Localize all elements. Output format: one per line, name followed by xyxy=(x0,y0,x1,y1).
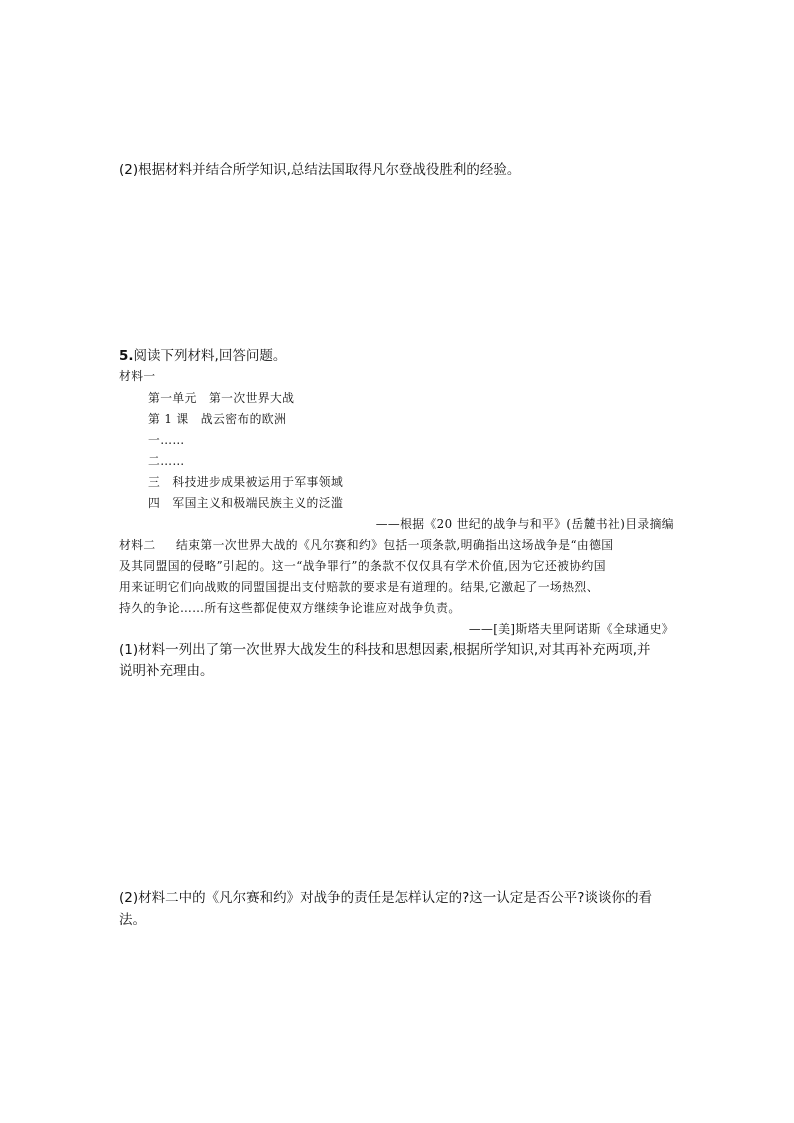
material1-line: 四 军国主义和极端民族主义的泛滥 xyxy=(148,496,344,510)
material1-line: 二…… xyxy=(148,454,185,468)
q5-number: 5. xyxy=(119,348,134,364)
material1-line: 第 1 课 战云密布的欧洲 xyxy=(148,412,287,426)
q4-subquestion-2: (2)根据材料并结合所学知识,总结法国取得凡尔登战役胜利的经验。 xyxy=(119,162,521,178)
material1-line: 一…… xyxy=(148,433,185,447)
material2-line: 及其同盟国的侵略”引起的。这一“战争罪行”的条款不仅仅具有学术价值,因为它还被协约国 xyxy=(119,559,606,573)
material2-line: 持久的争论……所有这些都促使双方继续争论谁应对战争负责。 xyxy=(119,601,461,615)
material2-source: ——[美]斯塔夫里阿诺斯《全球通史》 xyxy=(468,622,674,636)
q5-subquestion-2-line: (2)材料二中的《凡尔赛和约》对战争的责任是怎样认定的?这一认定是否公平?谈谈你的看 xyxy=(119,890,652,906)
material1-line: 三 科技进步成果被运用于军事领域 xyxy=(148,475,344,489)
material2-line: 用来证明它们向战败的同盟国提出支付赔款的要求是有道理的。结果,它激起了一场热烈、 xyxy=(119,580,599,594)
q5-subquestion-2-line: 法。 xyxy=(119,912,146,928)
material1-line: 第一单元 第一次世界大战 xyxy=(148,391,295,405)
material1-label: 材料一 xyxy=(119,369,156,383)
q5-heading xyxy=(119,346,286,366)
material2-line: 结束第一次世界大战的《凡尔赛和约》包括一项条款,明确指出这场战争是“由德国 xyxy=(176,538,614,552)
q5-prompt: 阅读下列材料,回答问题。 xyxy=(133,348,287,364)
q5-subquestion-1-line: (1)材料一列出了第一次世界大战发生的科技和思想因素,根据所学知识,对其再补充两项,并 xyxy=(119,642,651,658)
material1-source: ——根据《20 世纪的战争与和平》(岳麓书社)目录摘编 xyxy=(375,517,674,531)
material2-label: 材料二 xyxy=(119,538,156,552)
q5-subquestion-1-line: 说明补充理由。 xyxy=(119,663,214,679)
